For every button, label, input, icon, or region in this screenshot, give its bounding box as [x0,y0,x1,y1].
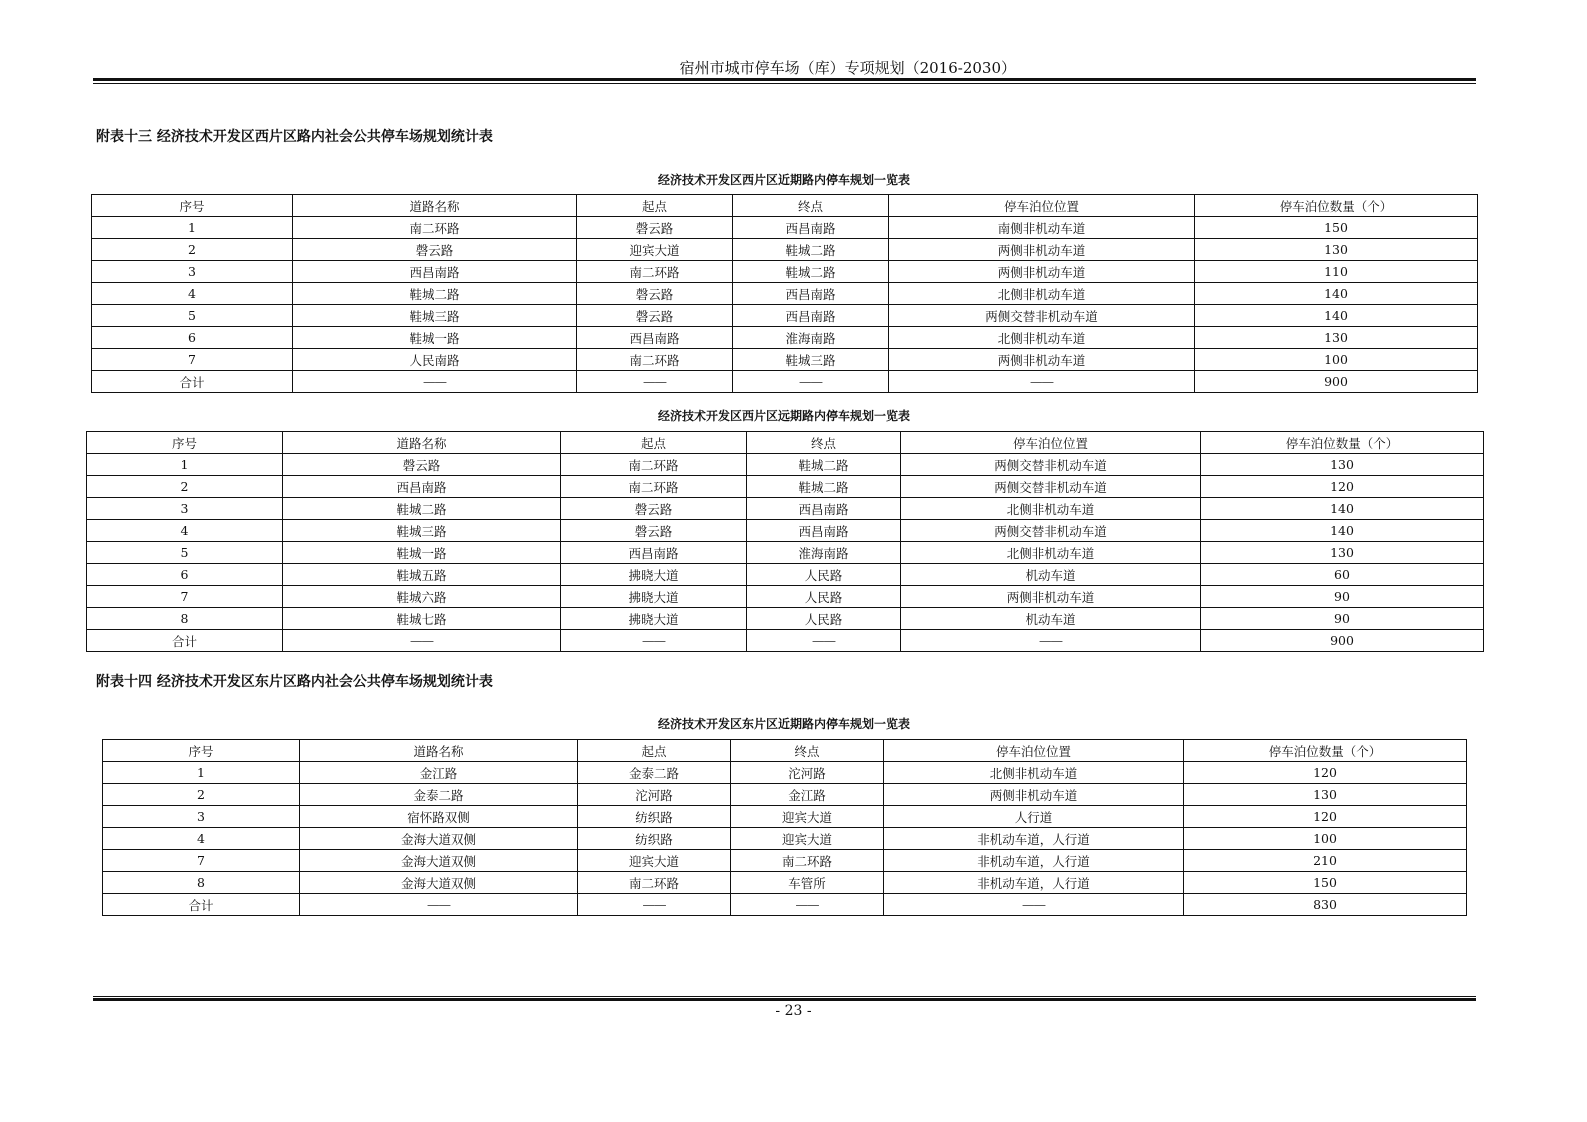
column-header: 道路名称 [300,740,578,762]
table-cell: 鞋城三路 [733,349,889,371]
table-cell: 鞋城三路 [283,520,561,542]
table-row [92,283,1478,305]
table-cell: 沱河路 [578,784,731,806]
table-cell: 纺织路 [578,806,731,828]
table-row [92,305,1478,327]
column-header: 停车泊位位置 [884,740,1184,762]
total-placeholder: —— [733,371,889,393]
table-cell: 鞋城七路 [283,608,561,630]
column-header: 终点 [731,740,884,762]
table-title-west-long-term: 经济技术开发区西片区远期路内停车规划一览表 [657,409,910,423]
table-row [103,784,1467,806]
total-placeholder: —— [300,894,578,916]
table-row [87,608,1484,630]
total-label: 合计 [87,630,283,652]
table-cell: 鞋城二路 [283,498,561,520]
total-placeholder: —— [283,630,561,652]
table-row [87,564,1484,586]
table-cell: 鞋城二路 [733,261,889,283]
table-east-near-term [102,739,1467,916]
table-row [87,498,1484,520]
total-value: 830 [1184,894,1467,916]
column-header: 停车泊位数量（个） [1195,195,1478,217]
table-cell: 西昌南路 [747,498,901,520]
table-cell: 南二环路 [561,476,747,498]
table-cell: 北侧非机动车道 [889,327,1195,349]
table-total-row [103,894,1467,916]
column-header: 停车泊位位置 [889,195,1195,217]
table-header-row [103,740,1467,762]
column-header: 起点 [577,195,733,217]
section-heading-appendix-13: 附表十三 经济技术开发区西片区路内社会公共停车场规划统计表 [96,129,493,145]
table-cell: 110 [1195,261,1478,283]
table-cell: 迎宾大道 [731,806,884,828]
total-label: 合计 [92,371,293,393]
total-placeholder: —— [901,630,1201,652]
table-cell: 两侧交替非机动车道 [889,305,1195,327]
table-cell: 金海大道双侧 [300,872,578,894]
table-cell: 鞋城二路 [747,476,901,498]
column-header: 序号 [92,195,293,217]
table-cell: 金泰二路 [300,784,578,806]
total-placeholder: —— [578,894,731,916]
table-cell: 西昌南路 [561,542,747,564]
table-cell: 鞋城一路 [283,542,561,564]
table-cell: 鞋城二路 [747,454,901,476]
table-cell: 磬云路 [577,217,733,239]
table-cell: 两侧交替非机动车道 [901,454,1201,476]
table-cell: 拂晓大道 [561,586,747,608]
table-cell: 磬云路 [293,239,577,261]
table-cell: 7 [103,850,300,872]
table-cell: 南二环路 [561,454,747,476]
table-cell: 磬云路 [577,283,733,305]
table-cell: 西昌南路 [747,520,901,542]
table-cell: 130 [1201,454,1484,476]
table-cell: 两侧非机动车道 [901,586,1201,608]
table-cell: 2 [103,784,300,806]
table-cell: 6 [92,327,293,349]
table-cell: 120 [1184,806,1467,828]
table-cell: 人民路 [747,608,901,630]
table-cell: 4 [87,520,283,542]
table-cell: 机动车道 [901,608,1201,630]
column-header: 终点 [747,432,901,454]
document-header-title: 宿州市城市停车场（库）专项规划（2016-2030） [679,59,1016,77]
table-cell: 130 [1195,327,1478,349]
table-cell: 非机动车道，人行道 [884,872,1184,894]
table-cell: 金海大道双侧 [300,850,578,872]
column-header: 停车泊位数量（个） [1201,432,1484,454]
table-cell: 鞋城二路 [293,283,577,305]
table-cell: 金海大道双侧 [300,828,578,850]
table-cell: 人行道 [884,806,1184,828]
table-cell: 鞋城六路 [283,586,561,608]
table-title-east-near-term: 经济技术开发区东片区近期路内停车规划一览表 [657,717,910,731]
table-total-row [87,630,1484,652]
table-cell: 120 [1184,762,1467,784]
table-cell: 2 [87,476,283,498]
table-row [103,828,1467,850]
table-header-row [92,195,1478,217]
table-cell: 南二环路 [578,872,731,894]
table-cell: 金江路 [731,784,884,806]
table-cell: 西昌南路 [733,217,889,239]
table-cell: 淮海南路 [733,327,889,349]
table-cell: 60 [1201,564,1484,586]
table-cell: 5 [87,542,283,564]
table-cell: 南二环路 [293,217,577,239]
page-number: - 23 - [775,1003,812,1019]
table-cell: 90 [1201,586,1484,608]
table-cell: 210 [1184,850,1467,872]
table-title-west-near-term: 经济技术开发区西片区近期路内停车规划一览表 [657,173,910,187]
table-row [87,454,1484,476]
table-cell: 西昌南路 [293,261,577,283]
section-heading-appendix-14: 附表十四 经济技术开发区东片区路内社会公共停车场规划统计表 [96,674,493,690]
table-cell: 8 [103,872,300,894]
footer-rule-thin [93,996,1476,997]
table-cell: 两侧非机动车道 [889,349,1195,371]
table-cell: 迎宾大道 [731,828,884,850]
column-header: 起点 [578,740,731,762]
table-row [92,327,1478,349]
table-cell: 120 [1201,476,1484,498]
table-row [92,239,1478,261]
total-label: 合计 [103,894,300,916]
table-cell: 两侧非机动车道 [884,784,1184,806]
table-cell: 人民路 [747,586,901,608]
column-header: 停车泊位数量（个） [1184,740,1467,762]
table-cell: 北侧非机动车道 [889,283,1195,305]
table-cell: 人民南路 [293,349,577,371]
table-cell: 拂晓大道 [561,608,747,630]
table-cell: 迎宾大道 [577,239,733,261]
table-cell: 非机动车道，人行道 [884,828,1184,850]
total-placeholder: —— [884,894,1184,916]
table-total-row [92,371,1478,393]
total-placeholder: —— [731,894,884,916]
table-cell: 车管所 [731,872,884,894]
table-cell: 北侧非机动车道 [884,762,1184,784]
table-cell: 150 [1195,217,1478,239]
table-cell: 磬云路 [561,498,747,520]
table-west-near-term [91,194,1478,393]
total-placeholder: —— [889,371,1195,393]
table-cell: 沱河路 [731,762,884,784]
table-cell: 140 [1195,283,1478,305]
table-row [87,476,1484,498]
table-cell: 90 [1201,608,1484,630]
table-cell: 7 [92,349,293,371]
table-cell: 鞋城五路 [283,564,561,586]
table-cell: 140 [1195,305,1478,327]
table-cell: 130 [1201,542,1484,564]
column-header: 起点 [561,432,747,454]
column-header: 终点 [733,195,889,217]
table-cell: 磬云路 [561,520,747,542]
table-cell: 西昌南路 [283,476,561,498]
table-row [103,762,1467,784]
column-header: 停车泊位位置 [901,432,1201,454]
total-value: 900 [1201,630,1484,652]
table-cell: 2 [92,239,293,261]
table-cell: 拂晓大道 [561,564,747,586]
column-header: 序号 [87,432,283,454]
table-cell: 淮海南路 [747,542,901,564]
table-cell: 纺织路 [578,828,731,850]
column-header: 道路名称 [293,195,577,217]
table-cell: 两侧交替非机动车道 [901,520,1201,542]
table-row [87,586,1484,608]
table-cell: 两侧非机动车道 [889,239,1195,261]
table-cell: 1 [87,454,283,476]
table-cell: 西昌南路 [577,327,733,349]
table-cell: 140 [1201,498,1484,520]
table-cell: 140 [1201,520,1484,542]
table-row [103,872,1467,894]
table-cell: 1 [92,217,293,239]
table-row [103,806,1467,828]
table-cell: 西昌南路 [733,305,889,327]
table-cell: 1 [103,762,300,784]
header-rule-thin [93,83,1476,84]
footer-rule-thick [93,998,1476,1001]
table-cell: 南二环路 [731,850,884,872]
table-cell: 3 [87,498,283,520]
table-cell: 人民路 [747,564,901,586]
table-cell: 3 [92,261,293,283]
table-row [92,217,1478,239]
table-cell: 北侧非机动车道 [901,498,1201,520]
table-cell: 宿怀路双侧 [300,806,578,828]
table-cell: 非机动车道，人行道 [884,850,1184,872]
table-cell: 磬云路 [283,454,561,476]
table-cell: 金江路 [300,762,578,784]
table-row [103,850,1467,872]
table-cell: 金泰二路 [578,762,731,784]
table-cell: 北侧非机动车道 [901,542,1201,564]
table-cell: 鞋城三路 [293,305,577,327]
table-cell: 磬云路 [577,305,733,327]
table-cell: 100 [1195,349,1478,371]
table-cell: 两侧交替非机动车道 [901,476,1201,498]
table-row [87,520,1484,542]
table-cell: 4 [92,283,293,305]
column-header: 序号 [103,740,300,762]
table-row [92,261,1478,283]
table-header-row [87,432,1484,454]
header-rule-thick [93,78,1476,81]
total-placeholder: —— [747,630,901,652]
table-cell: 5 [92,305,293,327]
table-cell: 6 [87,564,283,586]
column-header: 道路名称 [283,432,561,454]
total-placeholder: —— [561,630,747,652]
total-placeholder: —— [577,371,733,393]
table-cell: 130 [1195,239,1478,261]
table-cell: 南二环路 [577,349,733,371]
table-cell: 南二环路 [577,261,733,283]
table-cell: 南侧非机动车道 [889,217,1195,239]
table-cell: 鞋城二路 [733,239,889,261]
table-cell: 两侧非机动车道 [889,261,1195,283]
table-row [92,349,1478,371]
table-cell: 西昌南路 [733,283,889,305]
table-cell: 130 [1184,784,1467,806]
table-cell: 机动车道 [901,564,1201,586]
table-row [87,542,1484,564]
table-cell: 4 [103,828,300,850]
table-cell: 迎宾大道 [578,850,731,872]
total-value: 900 [1195,371,1478,393]
table-west-long-term [86,431,1484,652]
total-placeholder: —— [293,371,577,393]
table-cell: 150 [1184,872,1467,894]
table-cell: 7 [87,586,283,608]
table-cell: 鞋城一路 [293,327,577,349]
table-cell: 100 [1184,828,1467,850]
table-cell: 3 [103,806,300,828]
table-cell: 8 [87,608,283,630]
